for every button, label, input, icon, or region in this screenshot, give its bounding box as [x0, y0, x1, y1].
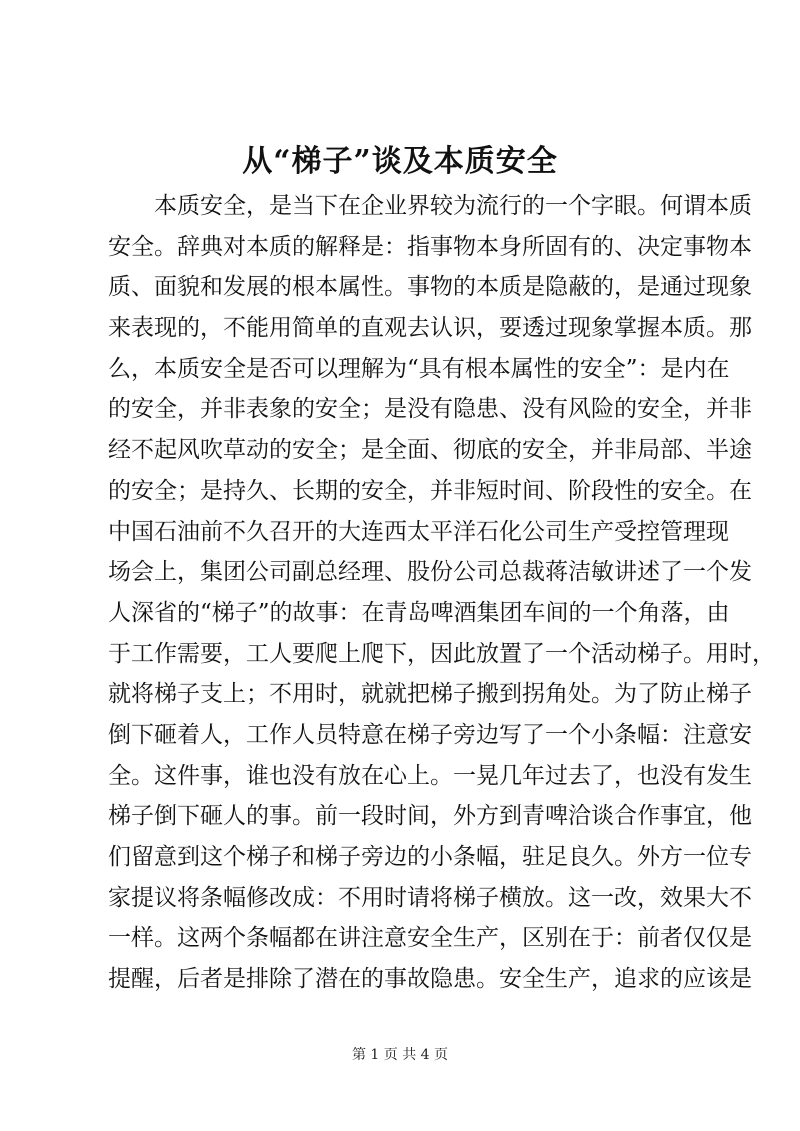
paragraph-line: 质、面貌和发展的根本属性。事物的本质是隐蔽的，是通过现象 — [108, 274, 752, 301]
paragraph-line: 就将梯子支上；不用时，就就把梯子搬到拐角处。为了防止梯子 — [108, 681, 752, 708]
paragraph-line: 来表现的，不能用简单的直观去认识，要透过现象掌握本质。那 — [108, 315, 752, 342]
paragraph-line: 经不起风吹草动的安全；是全面、彻底的安全，并非局部、半途 — [108, 437, 752, 464]
paragraph-line: 的安全，并非表象的安全；是没有隐患、没有风险的安全，并非 — [108, 396, 752, 423]
paragraph-line: 倒下砸着人，工作人员特意在梯子旁边写了一个小条幅：注意安 — [108, 721, 752, 748]
paragraph-line: 安全。辞典对本质的解释是：指事物本身所固有的、决定事物本 — [108, 233, 752, 260]
paragraph-line: 的安全；是持久、长期的安全，并非短时间、阶段性的安全。在 — [108, 477, 752, 504]
paragraph-line: 人深省的“梯子”的故事：在青岛啤酒集团车间的一个角落，由 — [108, 599, 730, 626]
paragraph-line: 一样。这两个条幅都在讲注意安全生产，区别在于：前者仅仅是 — [108, 925, 752, 952]
paragraph-line: 全。这件事，谁也没有放在心上。一晃几年过去了，也没有发生 — [108, 762, 752, 789]
paragraph-line: 么，本质安全是否可以理解为“具有根本属性的安全”：是内在 — [108, 355, 730, 382]
paragraph-line: 本质安全，是当下在企业界较为流行的一个字眼。何谓本质 — [154, 193, 752, 219]
paragraph-line: 中国石油前不久召开的大连西太平洋石化公司生产受控管理现 — [108, 518, 729, 545]
body-paragraph — [108, 186, 775, 1000]
paragraph-line: 于工作需要，工人要爬上爬下，因此放置了一个活动梯子。用时， — [108, 640, 775, 667]
paragraph-line: 梯子倒下砸人的事。前一段时间，外方到青啤洽谈合作事宜，他 — [108, 803, 752, 830]
paragraph-line: 场会上，集团公司副总经理、股份公司总裁蒋洁敏讲述了一个发 — [108, 559, 752, 586]
paragraph-line: 提醒，后者是排除了潜在的事故隐患。安全生产，追求的应该是 — [108, 966, 752, 993]
document-title: 从“梯子”谈及本质安全 — [242, 144, 558, 179]
page-footer: 第 1 页 共 4 页 — [351, 1047, 449, 1063]
paragraph-line: 们留意到这个梯子和梯子旁边的小条幅，驻足良久。外方一位专 — [108, 844, 752, 870]
paragraph-line: 家提议将条幅修改成：不用时请将梯子横放。这一改，效果大不 — [108, 884, 752, 911]
